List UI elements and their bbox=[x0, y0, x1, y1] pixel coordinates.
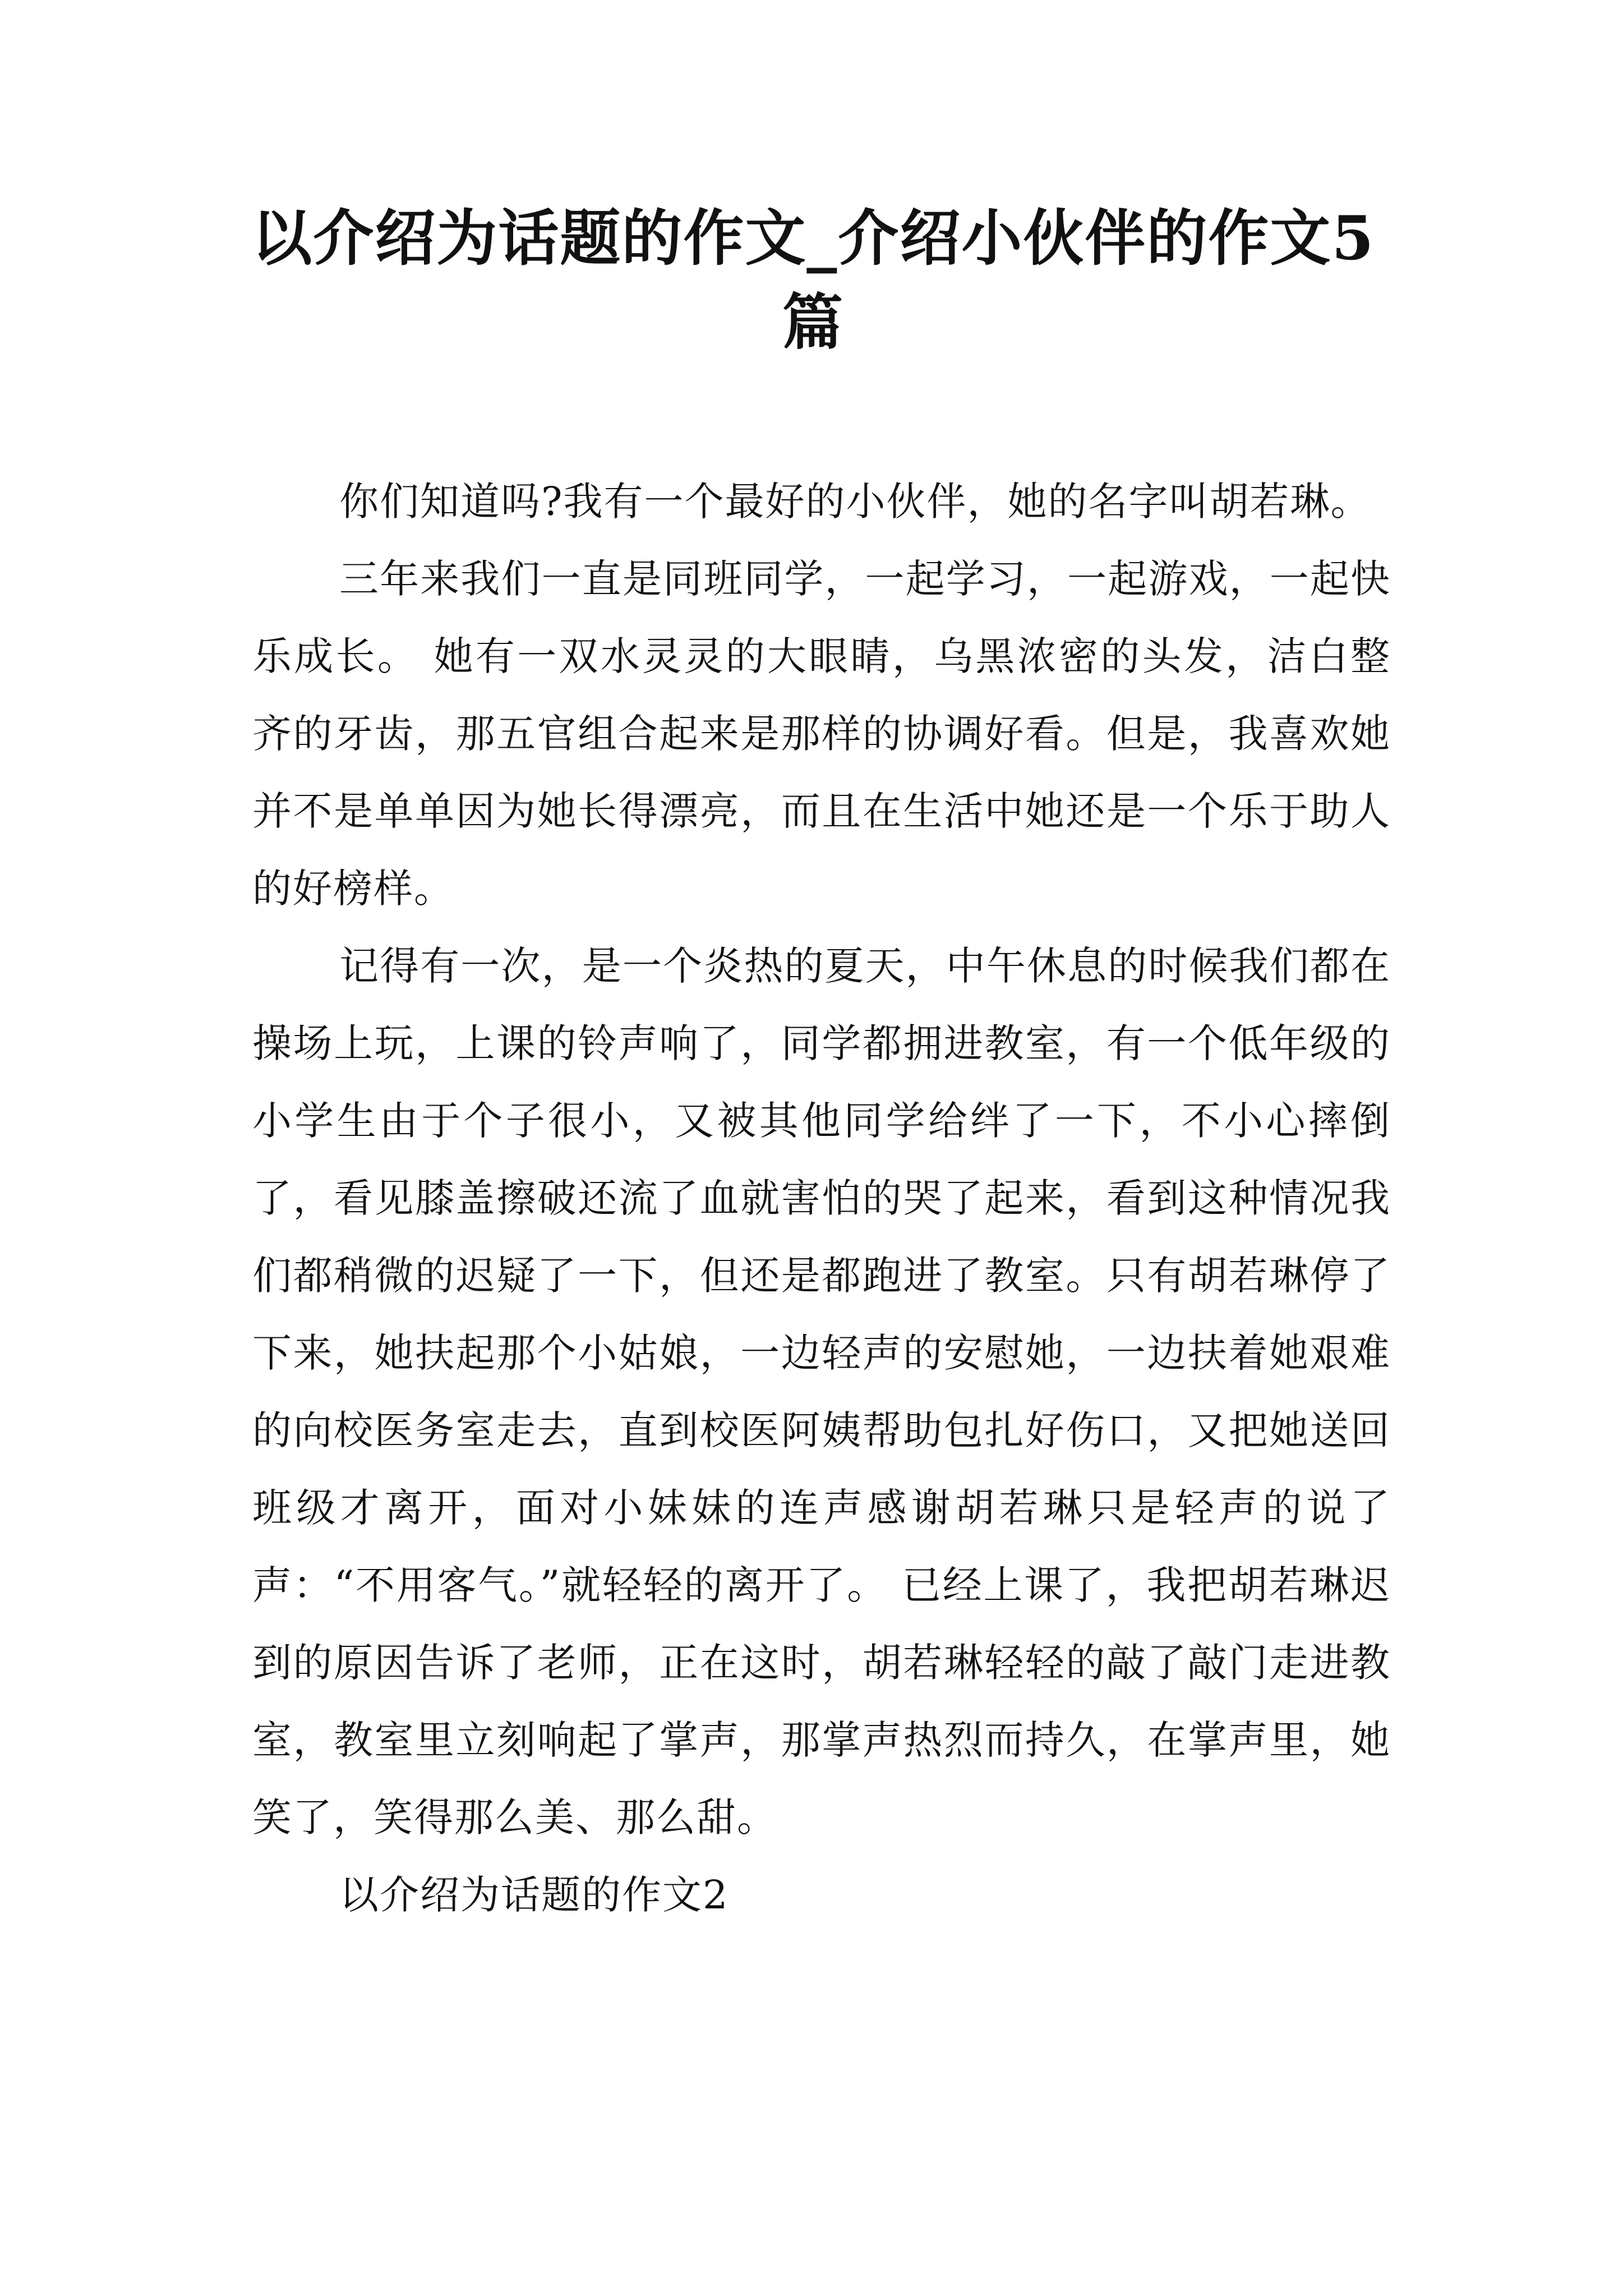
document-title: 以介绍为话题的作文_介绍小伙伴的作文5篇 bbox=[251, 203, 1375, 358]
paragraph-1: 你们知道吗?我有一个最好的小伙伴，她的名字叫胡若琳。 bbox=[339, 478, 1371, 524]
section-heading-2: 以介绍为话题的作文2 bbox=[339, 1872, 729, 1918]
paragraph-3: 记得有一次，是一个炎热的夏天，中午休息的时候我们都在操场上玩，上课的铃声响了，同学都拥进教室，有一个低年级的小学生由于个子很小，又被其他同学给绊了一下，不小心摔倒了，看见膝盖擦破还流了血就害怕的哭了起来，看到这种情况我们都稍微的迟疑了一下，但还是都跑进了教室。只有胡若琳停了下来，她扶起那个小姑娘，一边轻声的安慰她，一边扶着她艰难的向校医务室走去，直到校医阿姨帮助包扎好伤口，又把她送回班级才离开，面对小妹妹的连声感谢胡若琳只是轻声的说了声：“不用客气。”就轻轻的离开了。 已经上课了，我把胡若琳迟到的原因告诉了老师，正在这时，胡若琳轻轻的敲了敲门走进教室，教室里立刻响起了掌声，那掌声热烈而持久，在掌声里，她笑了，笑得那么美、那么甜。 bbox=[252, 943, 1391, 1841]
document-body bbox=[252, 463, 1391, 1934]
paragraph-2: 三年来我们一直是同班同学，一起学习，一起游戏，一起快乐成长。 她有一双水灵灵的大眼睛，乌黑浓密的头发，洁白整齐的牙齿，那五官组合起来是那样的协调好看。但是，我喜欢她并不是单单因为她长得漂亮，而且在生活中她还是一个乐于助人的好榜样。 bbox=[252, 556, 1391, 912]
